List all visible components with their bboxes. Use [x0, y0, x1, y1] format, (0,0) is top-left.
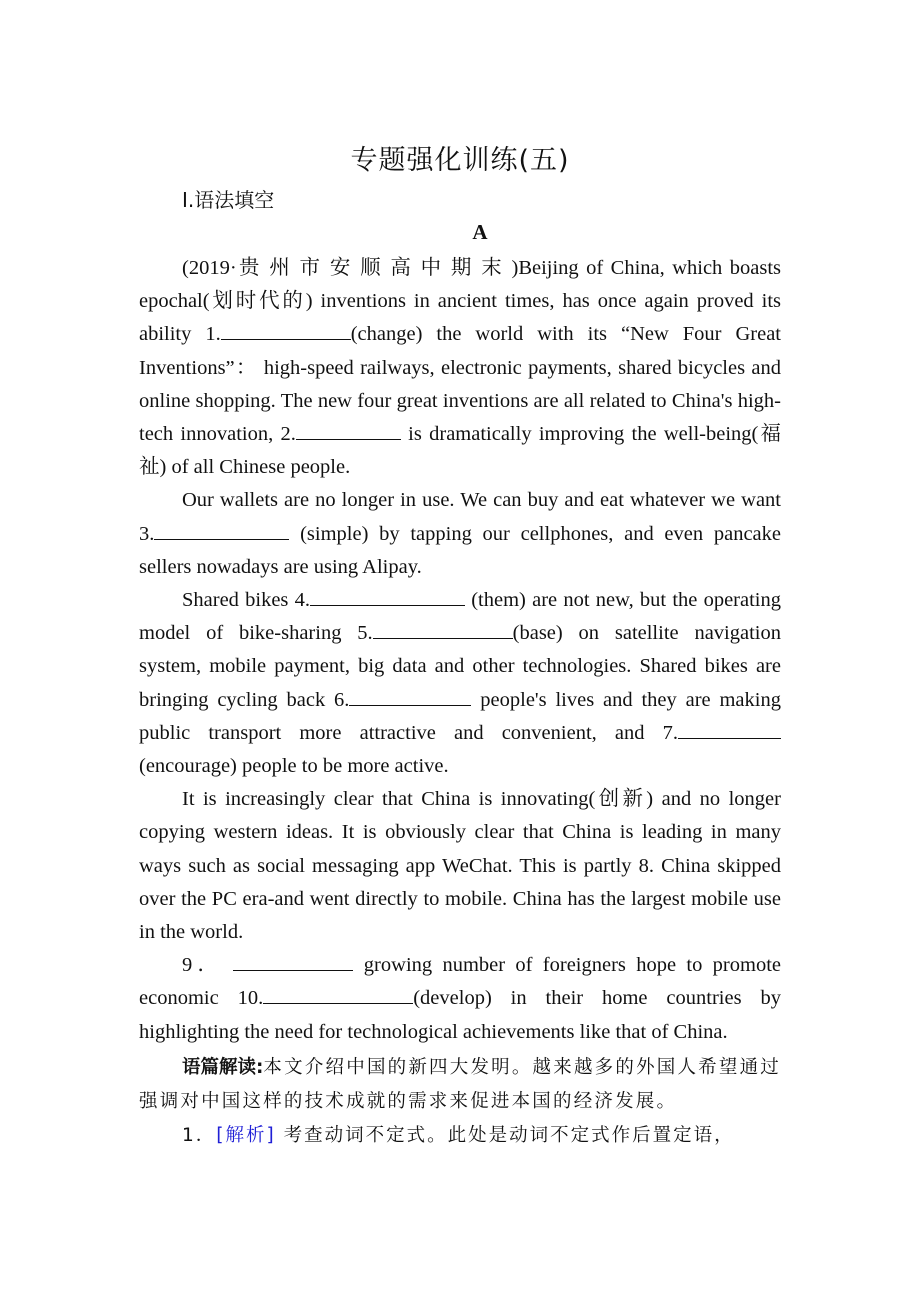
passage-text: (base) on satellite navigation system, mobile payment, big data and other technologies. Shared bikes are bringing cycling back 6. — [139, 622, 781, 711]
passage-text: growing number of foreigners hope to promote economic 10. — [139, 954, 781, 1010]
answer-blank-6 — [349, 687, 471, 706]
passage-paragraph — [139, 949, 781, 1049]
passage-text: is dramatically improving the well-being(福祉) of all Chinese people. — [139, 423, 781, 479]
answer-blank-3 — [154, 521, 289, 540]
passage-paragraph — [139, 584, 781, 783]
passage-paragraph — [139, 252, 781, 484]
section-heading: Ⅰ.语法填空 — [182, 188, 275, 212]
page-title: 专题强化训练(五) — [350, 145, 570, 176]
answer-blank-9 — [233, 952, 353, 971]
passage-paragraph — [139, 783, 781, 949]
answer-blank-2 — [296, 421, 401, 440]
reading-summary — [139, 1051, 781, 1119]
analysis-number: 1． — [182, 1124, 217, 1146]
answer-blank-5 — [373, 620, 513, 639]
passage-paragraphs — [139, 252, 781, 1049]
passage-text: (them) are not new, but the operating model of bike-sharing 5. — [139, 589, 782, 645]
passage-text: (2019·贵 州 市 安 顺 高 中 期 末 )Beijing of China, which boasts epochal(划时代的) inventions in ancient times, has once again proved its ability 1. — [139, 257, 781, 346]
passage-text: (encourage) people to be more active. — [139, 755, 449, 778]
passage-text: (change) the world with its “New Four Great Inventions”： high-speed railways, electronic payments, shared bicycles and online shopping. The new four great inventions are all related to China's high-tech innovation, 2. — [139, 323, 781, 446]
passage-text: Shared bikes 4. — [182, 589, 311, 612]
answer-blank-10 — [263, 985, 413, 1004]
passage-text: 9． — [182, 954, 234, 977]
reading-label: 语篇解读: — [182, 1056, 264, 1078]
passage-paragraph — [139, 484, 781, 584]
passage-body — [139, 252, 781, 1152]
passage-text: (develop) in their home countries by highlighting the need for technological achievements like that of China. — [139, 987, 781, 1043]
passage-text: people's lives and they are making public transport more attractive and convenient, and 7. — [139, 688, 781, 744]
passage-text: Our wallets are no longer in use. We can buy and eat whatever we want 3. — [139, 489, 781, 545]
part-label: A — [472, 220, 488, 244]
passage-text: (simple) by tapping our cellphones, and even pancake sellers nowadays are using Alipay. — [139, 522, 781, 578]
reading-text: 本文介绍中国的新四大发明。越来越多的外国人希望通过强调对中国这样的技术成就的需求来促进本国的经济发展。 — [139, 1056, 781, 1112]
answer-blank-7 — [678, 720, 781, 739]
answer-blank-1 — [221, 321, 351, 340]
answer-blank-4 — [310, 587, 465, 606]
analysis-text: 考查动词不定式。此处是动词不定式作后置定语， — [275, 1124, 735, 1146]
analysis-line — [139, 1119, 781, 1152]
analysis-tag: [解析] — [216, 1124, 276, 1146]
passage-text: It is increasingly clear that China is innovating(创新) and no longer copying western ideas. It is obviously clear that China is leading in many ways such as social messaging app WeChat. This is partly 8. China skipped over the PC era-and went directly to mobile. China has the largest mobile use in the world. — [139, 788, 781, 944]
